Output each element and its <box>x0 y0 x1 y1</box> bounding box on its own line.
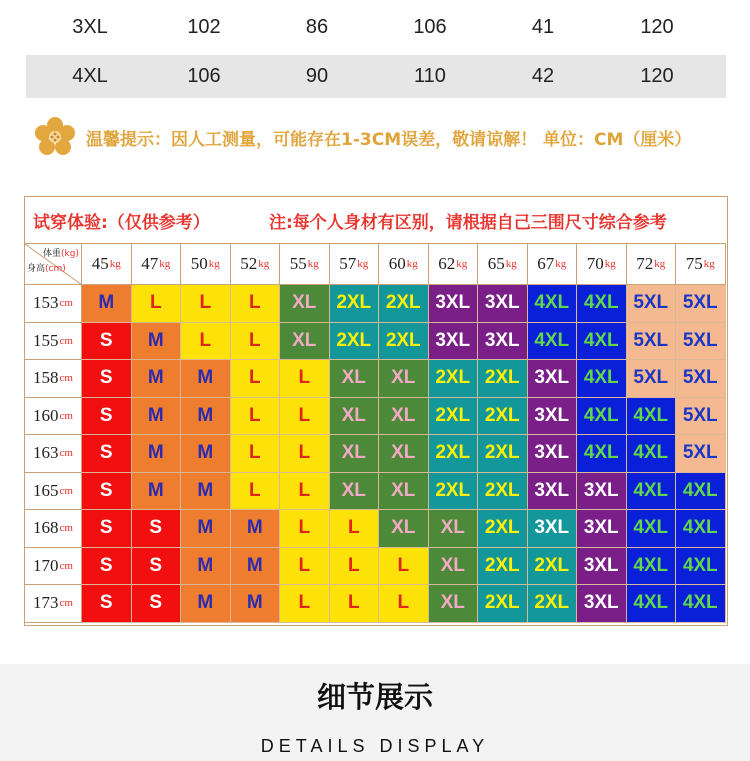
weight-header <box>231 244 281 285</box>
size-cell: 3XL <box>528 435 578 473</box>
size-cell: 3XL <box>528 510 578 548</box>
size-value: 106 <box>413 16 447 38</box>
height-header <box>25 585 82 623</box>
weight-unit: kg <box>307 258 319 270</box>
size-value: 102 <box>187 16 221 38</box>
weight-header <box>181 244 231 285</box>
weight-header <box>429 244 479 285</box>
weight-unit: kg <box>109 258 121 270</box>
size-cell: 4XL <box>577 285 627 323</box>
size-cell: XL <box>280 323 330 361</box>
size-cell: M <box>181 548 231 586</box>
size-cell: M <box>181 435 231 473</box>
size-cell: XL <box>429 585 479 623</box>
size-cell: 3XL <box>429 285 479 323</box>
size-cell: S <box>82 360 132 398</box>
size-cell: 5XL <box>627 285 677 323</box>
size-cell: L <box>379 548 429 586</box>
size-cell: 2XL <box>429 360 479 398</box>
size-cell: 4XL <box>627 585 677 623</box>
size-cell: 5XL <box>676 398 726 436</box>
weight-header <box>528 244 578 285</box>
size-cell: M <box>132 473 182 511</box>
size-cell: 4XL <box>577 360 627 398</box>
size-cell: XL <box>379 510 429 548</box>
measurement-tip <box>34 117 734 157</box>
size-cell: L <box>231 323 281 361</box>
size-cell: L <box>231 360 281 398</box>
size-cell: 5XL <box>627 360 677 398</box>
weight-unit: kg <box>456 258 468 270</box>
height-unit: cm <box>59 597 73 610</box>
height-unit: cm <box>59 522 73 535</box>
size-cell: 3XL <box>577 510 627 548</box>
size-cell: 5XL <box>676 435 726 473</box>
weight-value: 75 <box>685 254 703 273</box>
height-value: 173 <box>33 593 59 613</box>
weight-value: 70 <box>586 254 604 273</box>
height-value: 163 <box>33 443 59 463</box>
size-cell: 3XL <box>528 473 578 511</box>
size-cell: L <box>280 435 330 473</box>
size-cell: M <box>181 360 231 398</box>
size-cell: M <box>132 435 182 473</box>
size-cell: 2XL <box>330 285 380 323</box>
size-cell: 2XL <box>478 510 528 548</box>
height-value: 170 <box>33 555 59 575</box>
size-cell: 4XL <box>676 473 726 511</box>
size-cell: XL <box>280 285 330 323</box>
height-header <box>25 435 82 473</box>
height-header <box>25 548 82 586</box>
size-cell: 4XL <box>528 323 578 361</box>
size-cell: 5XL <box>627 323 677 361</box>
size-value: 120 <box>640 65 674 87</box>
height-value: 158 <box>33 368 59 388</box>
chart-title: 试穿体验:（仅供参考） <box>33 213 210 233</box>
size-cell: S <box>132 548 182 586</box>
size-cell: L <box>280 360 330 398</box>
size-cell: L <box>280 510 330 548</box>
height-unit: cm <box>59 297 73 310</box>
chart-header <box>25 197 726 244</box>
size-cell: XL <box>330 435 380 473</box>
size-cell: 4XL <box>627 435 677 473</box>
height-header <box>25 360 82 398</box>
size-cell: XL <box>379 435 429 473</box>
size-cell: S <box>82 473 132 511</box>
size-cell: M <box>181 510 231 548</box>
size-cell: L <box>231 285 281 323</box>
weight-unit: kg <box>505 258 517 270</box>
size-cell: XL <box>379 398 429 436</box>
weight-header <box>478 244 528 285</box>
height-value: 155 <box>33 330 59 350</box>
size-label: 3XL <box>72 16 108 38</box>
size-cell: S <box>82 398 132 436</box>
weight-unit: kg <box>357 258 369 270</box>
size-cell: 4XL <box>676 548 726 586</box>
height-value: 153 <box>33 293 59 313</box>
size-cell: L <box>231 398 281 436</box>
weight-header <box>627 244 677 285</box>
tip-text: 温馨提示：因人工测量，可能存在1-3CM误差，敬请谅解！ 单位：CM（厘米） <box>86 129 692 150</box>
size-cell: L <box>132 285 182 323</box>
size-cell: 2XL <box>429 435 479 473</box>
size-value: 106 <box>187 65 221 87</box>
size-cell: L <box>280 585 330 623</box>
weight-header <box>577 244 627 285</box>
height-header <box>25 510 82 548</box>
weight-axis-label: 体重(kg) <box>43 249 79 259</box>
size-cell: M <box>82 285 132 323</box>
height-header <box>25 473 82 511</box>
weight-value: 52 <box>240 254 258 273</box>
size-cell: 3XL <box>429 323 479 361</box>
height-unit: cm <box>59 334 73 347</box>
size-cell: S <box>82 323 132 361</box>
size-recommendation-chart <box>24 196 728 626</box>
size-cell: XL <box>379 473 429 511</box>
size-cell: 2XL <box>429 473 479 511</box>
size-cell: 2XL <box>478 360 528 398</box>
size-cell: 2XL <box>478 473 528 511</box>
size-cell: 4XL <box>577 323 627 361</box>
size-cell: 5XL <box>676 323 726 361</box>
size-cell: L <box>330 510 380 548</box>
weight-value: 57 <box>339 254 357 273</box>
size-cell: M <box>132 360 182 398</box>
height-header <box>25 323 82 361</box>
size-cell: XL <box>330 360 380 398</box>
size-cell: 3XL <box>528 398 578 436</box>
size-cell: 2XL <box>379 323 429 361</box>
size-cell: 4XL <box>627 548 677 586</box>
grid-corner <box>25 244 82 285</box>
height-axis-label: 身高(cm) <box>27 264 66 274</box>
height-value: 160 <box>33 405 59 425</box>
size-cell: 2XL <box>478 548 528 586</box>
weight-value: 50 <box>190 254 208 273</box>
weight-unit: kg <box>654 258 666 270</box>
weight-header <box>379 244 429 285</box>
size-cell: 3XL <box>577 548 627 586</box>
height-unit: cm <box>59 409 73 422</box>
size-cell: M <box>132 398 182 436</box>
size-cell: S <box>82 548 132 586</box>
size-value: 41 <box>531 16 555 38</box>
weight-unit: kg <box>604 258 616 270</box>
size-cell: M <box>231 548 281 586</box>
size-cell: 2XL <box>379 285 429 323</box>
size-cell: 3XL <box>478 285 528 323</box>
height-header <box>25 398 82 436</box>
size-cell: S <box>82 585 132 623</box>
size-cell: 4XL <box>528 285 578 323</box>
size-cell: 4XL <box>627 510 677 548</box>
size-cell: S <box>132 510 182 548</box>
weight-value: 72 <box>636 254 654 273</box>
size-cell: 2XL <box>478 398 528 436</box>
weight-unit: kg <box>159 258 171 270</box>
weight-unit: kg <box>703 258 715 270</box>
section-title: 细节展示 <box>316 680 433 714</box>
size-cell: M <box>181 585 231 623</box>
section-subtitle: DETAILS DISPLAY <box>260 736 490 756</box>
flower-icon <box>34 117 76 157</box>
weight-unit: kg <box>406 258 418 270</box>
size-cell: L <box>379 585 429 623</box>
size-cell: L <box>330 585 380 623</box>
size-cell: 4XL <box>676 585 726 623</box>
size-cell: 3XL <box>577 473 627 511</box>
size-cell: M <box>132 323 182 361</box>
size-cell: M <box>231 510 281 548</box>
weight-unit: kg <box>258 258 270 270</box>
weight-value: 45 <box>91 254 109 273</box>
size-cell: XL <box>429 510 479 548</box>
height-unit: cm <box>59 372 73 385</box>
size-cell: L <box>330 548 380 586</box>
weight-value: 55 <box>289 254 307 273</box>
size-cell: 3XL <box>577 585 627 623</box>
weight-header <box>280 244 330 285</box>
size-cell: L <box>231 473 281 511</box>
size-value: 42 <box>531 65 555 87</box>
height-unit: cm <box>59 447 73 460</box>
size-cell: 2XL <box>478 585 528 623</box>
height-value: 168 <box>33 518 59 538</box>
size-cell: M <box>181 473 231 511</box>
size-cell: S <box>82 510 132 548</box>
height-unit: cm <box>59 559 73 572</box>
weight-header <box>676 244 726 285</box>
size-value: 86 <box>305 16 329 38</box>
weight-value: 60 <box>388 254 406 273</box>
size-cell: L <box>280 398 330 436</box>
size-cell: L <box>181 323 231 361</box>
size-cell: XL <box>429 548 479 586</box>
size-cell: XL <box>330 473 380 511</box>
weight-value: 47 <box>141 254 159 273</box>
size-cell: S <box>132 585 182 623</box>
size-cell: 2XL <box>528 585 578 623</box>
size-value: 120 <box>640 16 674 38</box>
size-cell: L <box>280 473 330 511</box>
size-row-4xl <box>26 55 726 98</box>
size-cell: 2XL <box>478 435 528 473</box>
size-value: 90 <box>305 65 329 87</box>
size-cell: 3XL <box>478 323 528 361</box>
weight-unit: kg <box>208 258 220 270</box>
weight-value: 67 <box>537 254 555 273</box>
size-value: 110 <box>414 65 446 87</box>
size-row-3xl <box>26 6 726 49</box>
size-cell: XL <box>379 360 429 398</box>
size-cell: 2XL <box>330 323 380 361</box>
size-cell: 5XL <box>676 360 726 398</box>
size-cell: S <box>82 435 132 473</box>
weight-unit: kg <box>555 258 567 270</box>
chart-note: 注:每个人身材有区别，请根据自己三围尺寸综合参考 <box>269 213 667 233</box>
size-cell: 3XL <box>528 360 578 398</box>
weight-value: 65 <box>487 254 505 273</box>
weight-header <box>132 244 182 285</box>
size-cell: L <box>280 548 330 586</box>
size-cell: 4XL <box>627 473 677 511</box>
size-label: 4XL <box>72 65 108 87</box>
size-cell: 4XL <box>577 435 627 473</box>
size-cell: 4XL <box>577 398 627 436</box>
height-header <box>25 285 82 323</box>
weight-value: 62 <box>438 254 456 273</box>
size-cell: L <box>181 285 231 323</box>
size-cell: M <box>181 398 231 436</box>
size-cell: 5XL <box>676 285 726 323</box>
size-cell: L <box>231 435 281 473</box>
size-cell: M <box>231 585 281 623</box>
weight-header <box>330 244 380 285</box>
height-value: 165 <box>33 480 59 500</box>
size-cell: 2XL <box>528 548 578 586</box>
size-cell: 2XL <box>429 398 479 436</box>
size-cell: 4XL <box>627 398 677 436</box>
size-cell: XL <box>330 398 380 436</box>
size-cell: 4XL <box>676 510 726 548</box>
height-unit: cm <box>59 484 73 497</box>
weight-header <box>82 244 132 285</box>
